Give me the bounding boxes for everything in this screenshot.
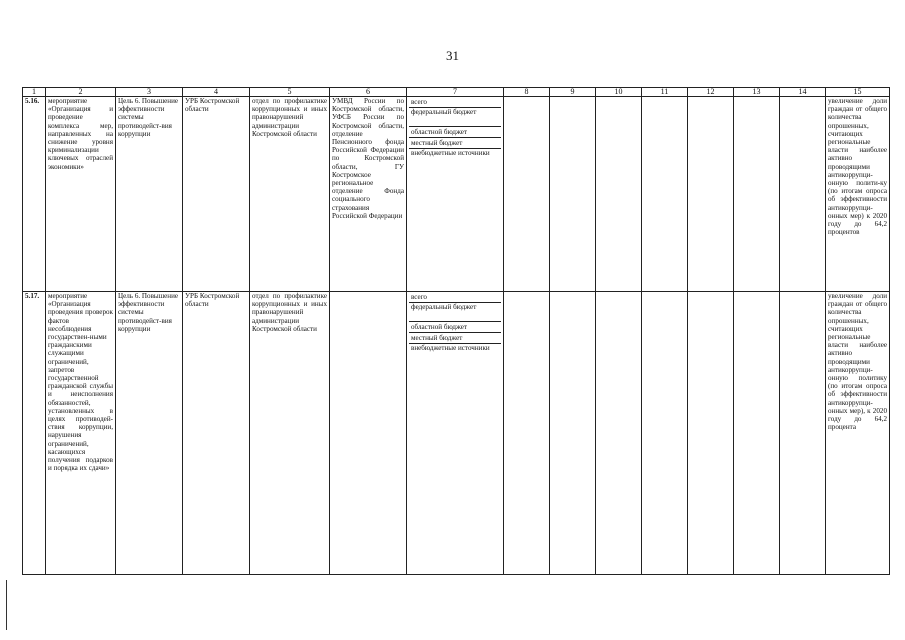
col-header-8: 8 [504,88,550,97]
col-header-1: 1 [23,88,46,97]
executor-cell: УРБ Костромской области [183,292,250,575]
source-item: федеральный бюджет [409,303,501,322]
empty-cell [642,97,688,292]
executor-cell: УРБ Костромской области [183,97,250,292]
empty-cell [734,292,780,575]
col-header-12: 12 [688,88,734,97]
col-header-14: 14 [780,88,826,97]
empty-cell [688,97,734,292]
empty-cell [550,292,596,575]
goal-cell: Цель 6. Повышение эффективности системы противодейст-вия коррупции [116,292,183,575]
partners-cell: УМВД России по Костромской области, УФСБ России по Костромской области, отделение Пенсионного фонда Российской Федерации по Костромской области, ГУ Костромское региональное отделение Фонда социального страхования Российской Федерации [330,97,407,292]
empty-cell [780,292,826,575]
source-item: всего [409,97,501,108]
source-item: местный бюджет [409,138,501,149]
table-row [23,292,890,575]
source-item: всего [409,292,501,303]
empty-cell [550,97,596,292]
source-item: внебюджетные источники [411,344,490,352]
source-item: областной бюджет [409,322,501,333]
result-cell: увеличение доли граждан от общего количества опрошенных, считающих региональные власти наиболее активно проводящими антикоррупци-онную политику (по итогам опроса об эффективности антикоррупци-онных мер), к 2020 году до 64,2 процента [826,292,890,575]
col-header-7: 7 [407,88,504,97]
partners-cell [330,292,407,575]
table-row [23,97,890,292]
responsible-cell: отдел по профилактике коррупционных и иных правонарушений администрации Костромской области [250,292,330,575]
source-item: областной бюджет [409,127,501,138]
empty-cell [504,97,550,292]
source-item: федеральный бюджет [409,108,501,127]
empty-cell [734,97,780,292]
goal-cell: Цель 6. Повышение эффективности системы противодейст-вия коррупции [116,97,183,292]
col-header-5: 5 [250,88,330,97]
source-item: внебюджетные источники [411,149,490,157]
empty-cell [504,292,550,575]
empty-cell [780,97,826,292]
row-number: 5.17. [23,292,46,575]
funding-sources-cell [407,292,504,575]
col-header-15: 15 [826,88,890,97]
program-table [22,87,890,575]
header-row [23,88,890,97]
funding-sources-cell [407,97,504,292]
empty-cell [642,292,688,575]
col-header-2: 2 [46,88,116,97]
source-item: местный бюджет [409,333,501,344]
empty-cell [596,97,642,292]
event-cell: мероприятие «Организация проведения проверок фактов несоблюдения государствен-ными гражданскими служащими ограничений, запретов государственной гражданской службы и неисполнения обязанностей, установленных в целях противодей-ствия коррупции, нарушения ограничений, касающихся получения подарков и порядка их сдачи» [46,292,116,575]
event-cell: мероприятие «Организация и проведение комплекса мер, направленных на снижение уровня криминализации ключевых отраслей экономики» [46,97,116,292]
col-header-13: 13 [734,88,780,97]
margin-line [6,580,7,630]
row-number: 5.16. [23,97,46,292]
col-header-10: 10 [596,88,642,97]
result-cell: увеличение доли граждан от общего количества опрошенных, считающих региональные власти наиболее активно проводящими антикоррупци-онную полити-ку (по итогам опроса об эффективности антикоррупци-онных мер) к 2020 году до 64,2 процентов [826,97,890,292]
page-number: 31 [446,48,459,63]
col-header-9: 9 [550,88,596,97]
col-header-3: 3 [116,88,183,97]
col-header-4: 4 [183,88,250,97]
col-header-6: 6 [330,88,407,97]
empty-cell [688,292,734,575]
col-header-11: 11 [642,88,688,97]
empty-cell [596,292,642,575]
responsible-cell: отдел по профилактике коррупционных и иных правонарушений администрации Костромской области [250,97,330,292]
